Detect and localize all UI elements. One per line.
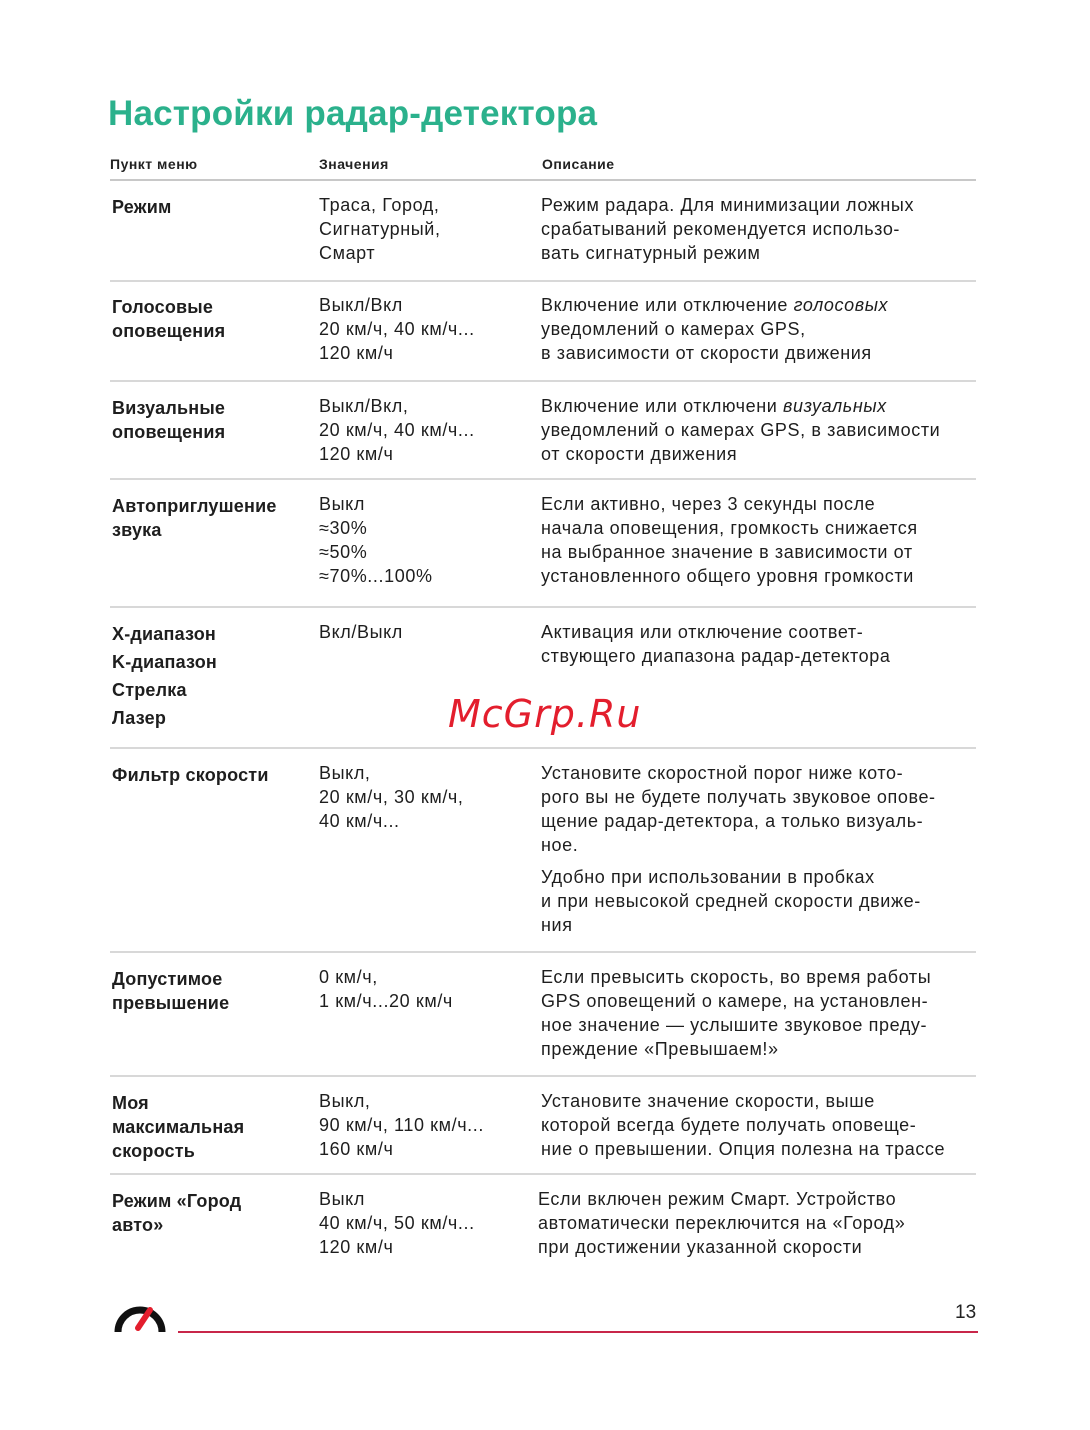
menu-item-values: Выкл, 90 км/ч, 110 км/ч... 160 км/ч <box>319 1091 484 1159</box>
menu-item-description: Включение или отключение голосовых уведомлений о камерах GPS, в зависимости от скорости движения <box>541 295 889 363</box>
menu-item-values: Траса, Город, Сигнатурный, Смарт <box>319 195 441 263</box>
menu-item-description: Если включен режим Смарт. Устройство автоматически переключится на «Город» при достижении указанной скорости <box>538 1189 906 1257</box>
menu-item-values: Выкл 40 км/ч, 50 км/ч... 120 км/ч <box>319 1189 475 1257</box>
menu-item-name: Моя максимальная скорость <box>112 1093 245 1161</box>
speedometer-logo-icon <box>112 1294 168 1334</box>
menu-item-description: Если активно, через 3 секунды после начала оповещения, громкость снижается на выбранное значение в зависимости от установленного общего уровня громкости <box>541 494 918 586</box>
table-row <box>0 382 1090 480</box>
menu-item-description: Режим радара. Для минимизации ложных срабатываний рекомендуется использо- вать сигнатурный режим <box>541 195 915 263</box>
description-note: Удобно при использовании в пробках и при невысокой средней скорости движе- ния <box>541 867 921 935</box>
table-row <box>0 181 1090 282</box>
menu-item-name: Визуальные оповещения <box>112 398 226 442</box>
menu-item-name: Режим «Город авто» <box>112 1191 242 1235</box>
page-number: 13 <box>955 1302 977 1323</box>
menu-item-name: Автоприглушение звука <box>112 496 277 540</box>
menu-item-values: Выкл, 20 км/ч, 30 км/ч, 40 км/ч... <box>319 763 464 831</box>
footer-divider <box>178 1331 978 1333</box>
menu-item-description: Включение или отключени визуальных уведомлений о камерах GPS, в зависимости от скорости движения <box>541 396 941 464</box>
table-row <box>0 1175 1090 1265</box>
column-header-description: Описание <box>542 156 615 172</box>
column-header-values: Значения <box>319 156 389 172</box>
menu-item-description: Активация или отключение соответ- ствующего диапазона радар-детектора <box>541 622 891 666</box>
menu-item-name: Режим <box>112 197 172 217</box>
menu-item-values: Выкл/Вкл 20 км/ч, 40 км/ч... 120 км/ч <box>319 295 475 363</box>
menu-item-name: Допустимое превышение <box>112 969 230 1013</box>
menu-item-description: Установите скоростной порог ниже кото- рого вы не будете получать звуковое опове- щение радар-детектора, а только визуаль- ное. Удобно при использовании в пробках и при невысокой средней скорости движе- ния <box>541 761 1001 937</box>
table-row <box>0 1077 1090 1175</box>
page-title: Настройки радар-детектора <box>108 94 598 133</box>
menu-item-name: Фильтр скорости <box>112 765 269 785</box>
menu-item-values: 0 км/ч, 1 км/ч...20 км/ч <box>319 967 453 1011</box>
menu-item-values: Выкл ≈30% ≈50% ≈70%...100% <box>319 494 433 586</box>
menu-item-values: Выкл/Вкл, 20 км/ч, 40 км/ч... 120 км/ч <box>319 396 475 464</box>
watermark: McGrp.Ru <box>448 692 642 736</box>
menu-item-name: X-диапазон K-диапазон Стрелка Лазер <box>112 624 217 728</box>
table-row <box>0 282 1090 382</box>
table-row <box>0 953 1090 1077</box>
menu-item-name: Голосовые оповещения <box>112 297 226 341</box>
menu-item-values: Вкл/Выкл <box>319 622 403 642</box>
menu-item-description: Если превысить скорость, во время работы GPS оповещений о камере, на установлен- ное значение — услышите звуковое преду- преждение «Превышаем!» <box>541 967 932 1059</box>
table-row <box>0 749 1090 953</box>
menu-item-description: Установите значение скорости, выше которой всегда будете получать оповеще- ние о превышении. Опция полезна на трассе <box>541 1091 946 1159</box>
column-header-menu: Пункт меню <box>110 156 198 172</box>
table-row <box>0 480 1090 608</box>
